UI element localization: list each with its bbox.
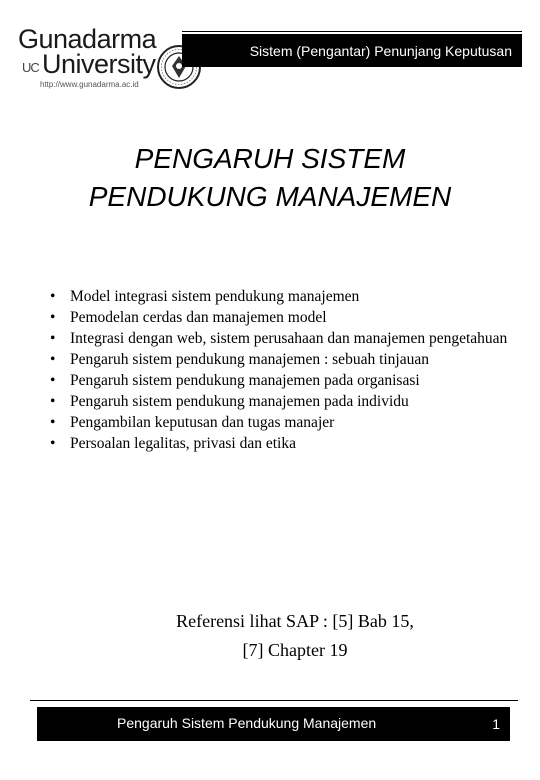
footer-divider [30,700,518,701]
list-item: • Pengambilan keputusan dan tugas manajer [50,414,335,431]
logo-wordmark-university: University [42,49,156,79]
footer-bar [37,707,510,741]
list-item: • Integrasi dengan web, sistem perusahaan dan manajemen pengetahuan [50,330,508,347]
reference-line-1: Referensi lihat SAP : [5] Bab 15, [176,611,414,631]
bullet-icon: • [50,288,56,305]
bullet-icon: • [50,330,56,347]
list-item: • Pengaruh sistem pendukung manajemen : sebuah tinjauan [50,351,429,368]
list-item: • Model integrasi sistem pendukung manajemen [50,288,360,305]
list-item: • Pengaruh sistem pendukung manajemen pada organisasi [50,372,420,389]
reference-note [0,607,540,665]
topic-list [50,288,510,456]
list-item: • Persoalan legalitas, privasi dan etika [50,435,296,452]
course-header-bar [182,34,522,67]
reference-line-2: [7] Chapter 19 [242,640,348,660]
slide-title-line-1: PENGARUH SISTEM [134,143,406,174]
list-item: • Pengaruh sistem pendukung manajemen pada individu [50,393,409,410]
footer-title: Pengaruh Sistem Pendukung Manajemen [117,715,377,731]
bullet-icon: • [50,372,56,389]
bullet-icon: • [50,393,56,410]
list-item: • Pemodelan cerdas dan manajemen model [50,309,327,326]
bullet-icon: • [50,414,56,431]
bullet-icon: • [50,309,56,326]
logo-uc-mark: UC [22,60,39,75]
logo-url: http://www.gunadarma.ac.id [40,80,139,89]
logo-wordmark-gunadarma: Gunadarma [18,24,157,54]
bullet-icon: • [50,351,56,368]
bullet-icon: • [50,435,56,452]
university-logo [18,24,183,92]
slide-title-line-2: PENDUKUNG MANAJEMEN [88,181,452,212]
course-title: Sistem (Pengantar) Penunjang Keputusan [249,42,512,59]
slide-title [0,140,540,216]
header-divider [182,31,522,32]
page-number: 1 [492,716,500,732]
